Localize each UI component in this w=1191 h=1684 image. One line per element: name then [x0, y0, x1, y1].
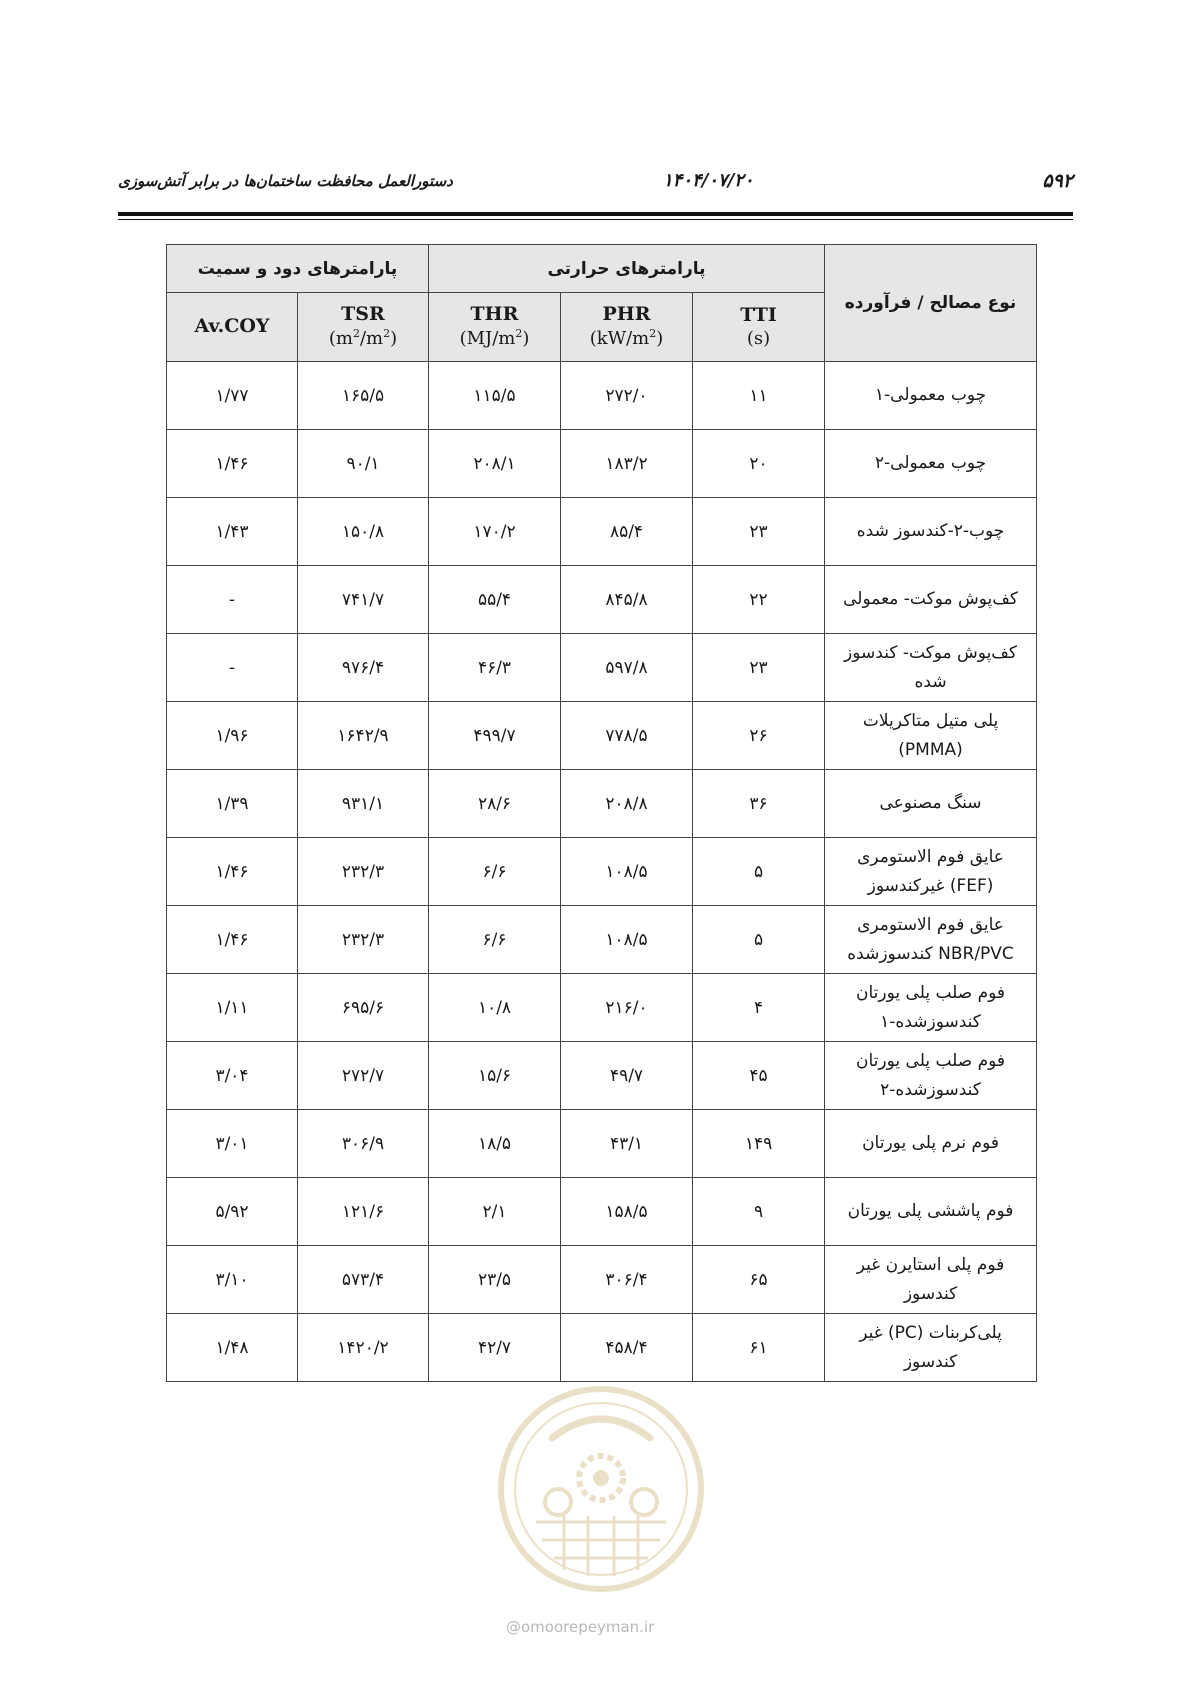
cell-thr: ۱۵/۶	[429, 1042, 561, 1110]
cell-tsr: ۵۷۳/۴	[298, 1246, 429, 1314]
cell-av-coy: ۵/۹۲	[167, 1178, 298, 1246]
cell-tti: ۱۱	[693, 362, 825, 430]
cell-tsr: ۱۴۲۰/۲	[298, 1314, 429, 1382]
table-row	[167, 634, 1037, 702]
cell-tsr: ۹۰/۱	[298, 430, 429, 498]
cell-tti: ۲۰	[693, 430, 825, 498]
cell-av-coy: ۳/۰۱	[167, 1110, 298, 1178]
table-row	[167, 1110, 1037, 1178]
cell-material: فوم نرم پلی یورتان	[825, 1110, 1037, 1178]
cell-thr: ۶/۶	[429, 838, 561, 906]
cell-tti: ۱۴۹	[693, 1110, 825, 1178]
table-row	[167, 1246, 1037, 1314]
cell-thr: ۴۶/۳	[429, 634, 561, 702]
cell-thr: ۱۰/۸	[429, 974, 561, 1042]
table-row	[167, 430, 1037, 498]
tsr-column-header	[298, 293, 429, 362]
cell-material: فوم پاششی پلی یورتان	[825, 1178, 1037, 1246]
cell-av-coy: ۱/۴۸	[167, 1314, 298, 1382]
watermark-seal-logo	[492, 1380, 710, 1598]
table-row	[167, 906, 1037, 974]
cell-tsr: ۶۹۵/۶	[298, 974, 429, 1042]
cell-tsr: ۷۴۱/۷	[298, 566, 429, 634]
cell-tsr: ۱۵۰/۸	[298, 498, 429, 566]
cell-tti: ۶۱	[693, 1314, 825, 1382]
tsr-header-label: TSR	[341, 303, 385, 326]
tsr-header-unit: $(m^2/m^2)$	[328, 327, 398, 350]
table-row	[167, 974, 1037, 1042]
cell-av-coy: -	[167, 566, 298, 634]
cell-phr: ۴۳/۱	[561, 1110, 693, 1178]
cell-thr: ۱۷۰/۲	[429, 498, 561, 566]
table-row	[167, 1178, 1037, 1246]
cell-av-coy: ۱/۹۶	[167, 702, 298, 770]
thr-header-unit: $(MJ/m^2)$	[459, 327, 530, 350]
cell-phr: ۱۰۸/۵	[561, 838, 693, 906]
cell-tsr: ۱۶۴۲/۹	[298, 702, 429, 770]
table-row	[167, 702, 1037, 770]
cell-av-coy: ۱/۴۶	[167, 838, 298, 906]
cell-thr: ۲۳/۵	[429, 1246, 561, 1314]
cell-tti: ۲۳	[693, 634, 825, 702]
cell-av-coy: ۱/۴۶	[167, 906, 298, 974]
cell-material: سنگ مصنوعی	[825, 770, 1037, 838]
cell-material: کف‌پوش موکت- معمولی	[825, 566, 1037, 634]
cell-tsr: ۲۳۲/۳	[298, 838, 429, 906]
cell-tti: ۹	[693, 1178, 825, 1246]
cell-tsr: ۲۳۲/۳	[298, 906, 429, 974]
coy-header-label: Av.COY	[194, 315, 270, 338]
running-header	[118, 170, 1073, 200]
cell-av-coy: ۱/۴۶	[167, 430, 298, 498]
phr-header-unit: $(kW/m^2)$	[589, 327, 664, 350]
cell-tti: ۵	[693, 838, 825, 906]
page-number: ۵۹۲	[1042, 170, 1073, 192]
cell-av-coy: ۱/۱۱	[167, 974, 298, 1042]
table-row	[167, 1314, 1037, 1382]
cell-phr: ۱۵۸/۵	[561, 1178, 693, 1246]
cell-material: فوم پلی استایرن غیر کندسوز	[825, 1246, 1037, 1314]
cell-phr: ۴۹/۷	[561, 1042, 693, 1110]
cell-thr: ۵۵/۴	[429, 566, 561, 634]
cell-material: عایق فوم الاستومری (FEF) غیرکندسوز	[825, 838, 1037, 906]
cell-phr: ۸۵/۴	[561, 498, 693, 566]
table-row	[167, 1042, 1037, 1110]
cell-thr: ۲/۱	[429, 1178, 561, 1246]
cell-material: عایق فوم الاستومری NBR/PVC کندسوزشده	[825, 906, 1037, 974]
cell-thr: ۴۹۹/۷	[429, 702, 561, 770]
cell-phr: ۲۰۸/۸	[561, 770, 693, 838]
at-icon: @	[506, 1618, 521, 1636]
cell-tsr: ۱۲۱/۶	[298, 1178, 429, 1246]
tti-header-label: TTI	[740, 303, 777, 326]
cell-av-coy: ۳/۱۰	[167, 1246, 298, 1314]
cell-tti: ۵	[693, 906, 825, 974]
cell-tti: ۳۶	[693, 770, 825, 838]
table-row	[167, 566, 1037, 634]
cell-tti: ۲۲	[693, 566, 825, 634]
cell-material: چوب-۲-کندسوز شده	[825, 498, 1037, 566]
phr-column-header	[561, 293, 693, 362]
tti-column-header	[693, 293, 825, 362]
material-column-header: نوع مصالح / فرآورده	[825, 245, 1037, 362]
table-row	[167, 498, 1037, 566]
cell-av-coy: ۱/۳۹	[167, 770, 298, 838]
thr-column-header	[429, 293, 561, 362]
cell-thr: ۶/۶	[429, 906, 561, 974]
table-row	[167, 770, 1037, 838]
cell-tti: ۲۶	[693, 702, 825, 770]
cell-tti: ۶۵	[693, 1246, 825, 1314]
cell-material: پلی‌کربنات (PC) غیر کندسوز	[825, 1314, 1037, 1382]
cell-material: چوب معمولی-۲	[825, 430, 1037, 498]
thermal-group-header: پارامترهای حرارتی	[429, 245, 825, 293]
cell-tsr: ۱۶۵/۵	[298, 362, 429, 430]
phr-header-label: PHR	[602, 303, 651, 326]
header-title: دستورالعمل محافظت ساختمان‌ها در برابر آتش‌سوزی	[118, 172, 453, 190]
cell-tti: ۲۳	[693, 498, 825, 566]
cell-material: کف‌پوش موکت- کندسوز شده	[825, 634, 1037, 702]
cell-phr: ۷۷۸/۵	[561, 702, 693, 770]
cell-phr: ۳۰۶/۴	[561, 1246, 693, 1314]
cell-phr: ۲۷۲/۰	[561, 362, 693, 430]
thr-header-label: THR	[470, 303, 519, 326]
fire-parameters-table	[166, 244, 1037, 1382]
tti-header-unit: (s)	[746, 327, 771, 349]
cell-tsr: ۲۷۲/۷	[298, 1042, 429, 1110]
cell-av-coy: -	[167, 634, 298, 702]
cell-material: فوم صلب پلی یورتان کندسوزشده-۲	[825, 1042, 1037, 1110]
cell-material: فوم صلب پلی یورتان کندسوزشده-۱	[825, 974, 1037, 1042]
watermark-url-text: omoorepeyman.ir	[521, 1618, 655, 1636]
cell-thr: ۱۸/۵	[429, 1110, 561, 1178]
cell-av-coy: ۱/۴۳	[167, 498, 298, 566]
smoke-group-header: پارامترهای دود و سمیت	[167, 245, 429, 293]
cell-thr: ۱۱۵/۵	[429, 362, 561, 430]
cell-tsr: ۳۰۶/۹	[298, 1110, 429, 1178]
cell-thr: ۲۸/۶	[429, 770, 561, 838]
cell-phr: ۱۰۸/۵	[561, 906, 693, 974]
cell-phr: ۸۴۵/۸	[561, 566, 693, 634]
table-row	[167, 838, 1037, 906]
cell-tti: ۴۵	[693, 1042, 825, 1110]
fire-parameters-table-wrap	[166, 244, 1036, 1382]
table-row	[167, 362, 1037, 430]
cell-material: پلی متیل متاکریلات (PMMA)	[825, 702, 1037, 770]
cell-phr: ۴۵۸/۴	[561, 1314, 693, 1382]
cell-material: چوب معمولی-۱	[825, 362, 1037, 430]
cell-tsr: ۹۷۶/۴	[298, 634, 429, 702]
header-rule-thin	[118, 219, 1073, 220]
header-rule-thick	[118, 212, 1073, 216]
cell-thr: ۲۰۸/۱	[429, 430, 561, 498]
header-date: ۱۴۰۴/۰۷/۲۰	[663, 170, 754, 191]
cell-phr: ۲۱۶/۰	[561, 974, 693, 1042]
cell-phr: ۵۹۷/۸	[561, 634, 693, 702]
cell-phr: ۱۸۳/۲	[561, 430, 693, 498]
cell-tsr: ۹۳۱/۱	[298, 770, 429, 838]
cell-av-coy: ۳/۰۴	[167, 1042, 298, 1110]
watermark-url	[506, 1618, 654, 1636]
cell-tti: ۴	[693, 974, 825, 1042]
coy-column-header	[167, 293, 298, 362]
cell-thr: ۴۲/۷	[429, 1314, 561, 1382]
cell-av-coy: ۱/۷۷	[167, 362, 298, 430]
